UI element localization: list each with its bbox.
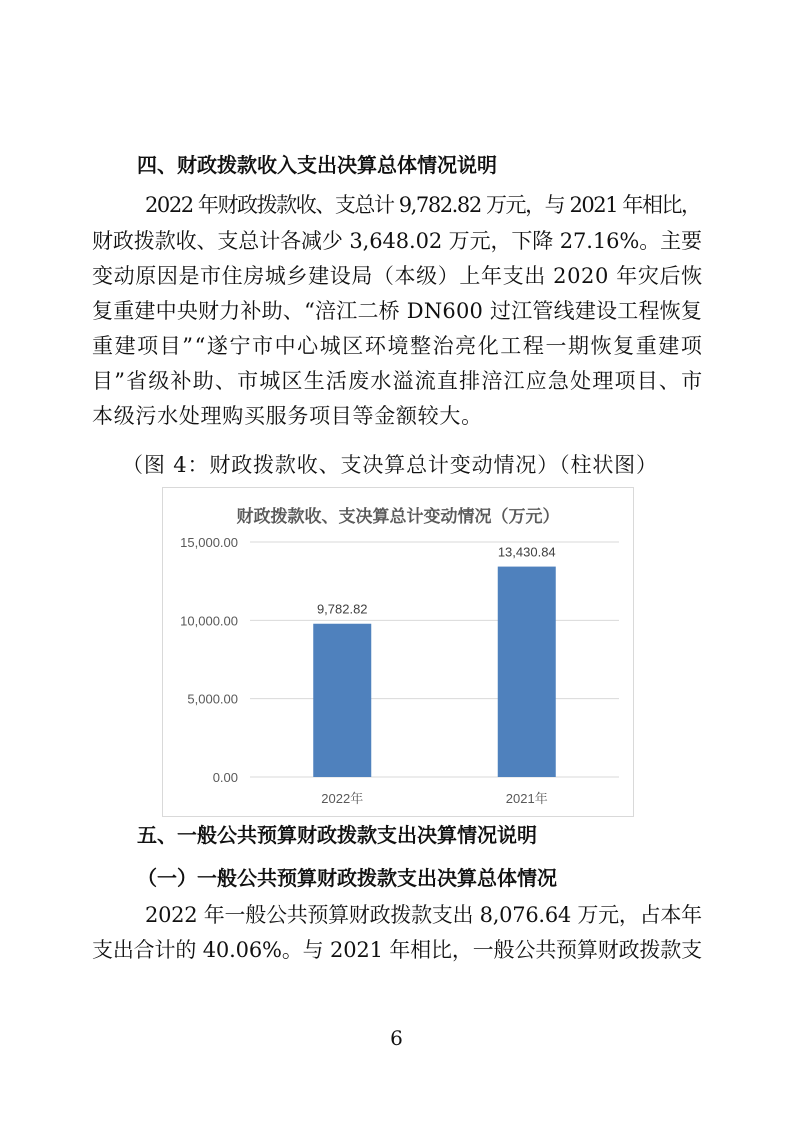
chart-title: 财政拨款收、支决算总计变动情况（万元） [236,507,560,527]
paragraph-line: 变动原因是市住房城乡建设局（本级）上年支出 2020 年灾后恢 [92,264,703,288]
paragraph-line: 本级污水处理购买服务项目等金额较大。 [92,404,483,428]
x-tick-label: 2021年 [505,791,548,806]
section4-heading: 四、财政拨款收入支出决算总体情况说明 [137,153,497,177]
y-tick-label: 5,000.00 [187,691,238,707]
section5-heading: 五、一般公共预算财政拨款支出决算情况说明 [137,823,537,847]
data-label: 13,430.84 [497,544,556,560]
paragraph-line: 2022 年一般公共预算财政拨款支出 8,076.64 万元，占本年 [145,903,702,927]
data-label: 9,782.82 [316,601,368,617]
bar-chart [162,487,634,817]
figure-caption: （图 4：财政拨款收、支决算总计变动情况）（柱状图） [122,453,658,477]
paragraph-line: 2022 年财政拨款收、支总计 9,782.82 万元，与 2021 年相比， [145,193,701,217]
paragraph-line: 支出合计的 40.06%。与 2021 年相比，一般公共预算财政拨款支 [92,938,702,962]
chart-canvas [163,488,633,816]
y-tick-label: 15,000.00 [180,535,238,550]
paragraph-line: 目”省级补助、市城区生活废水溢流直排涪江应急处理项目、市 [92,369,704,393]
paragraph-line: 财政拨款收、支总计各减少 3,648.02 万元，下降 27.16%。主要 [92,229,702,253]
y-tick-label: 10,000.00 [180,613,238,629]
x-tick-label: 2022年 [321,791,364,806]
bar-2021年 [498,567,556,777]
y-tick-label: 0.00 [212,770,238,785]
page-number: 6 [390,1026,403,1050]
section5-subheading: （一）一般公共预算财政拨款支出决算总体情况 [137,866,557,890]
bar-2022年 [313,624,371,777]
paragraph-line: 复重建中央财力补助、“涪江二桥 DN600 过江管线建设工程恢复 [92,299,703,323]
paragraph-line: 重建项目”“遂宁市中心城区环境整治亮化工程一期恢复重建项 [92,334,704,358]
